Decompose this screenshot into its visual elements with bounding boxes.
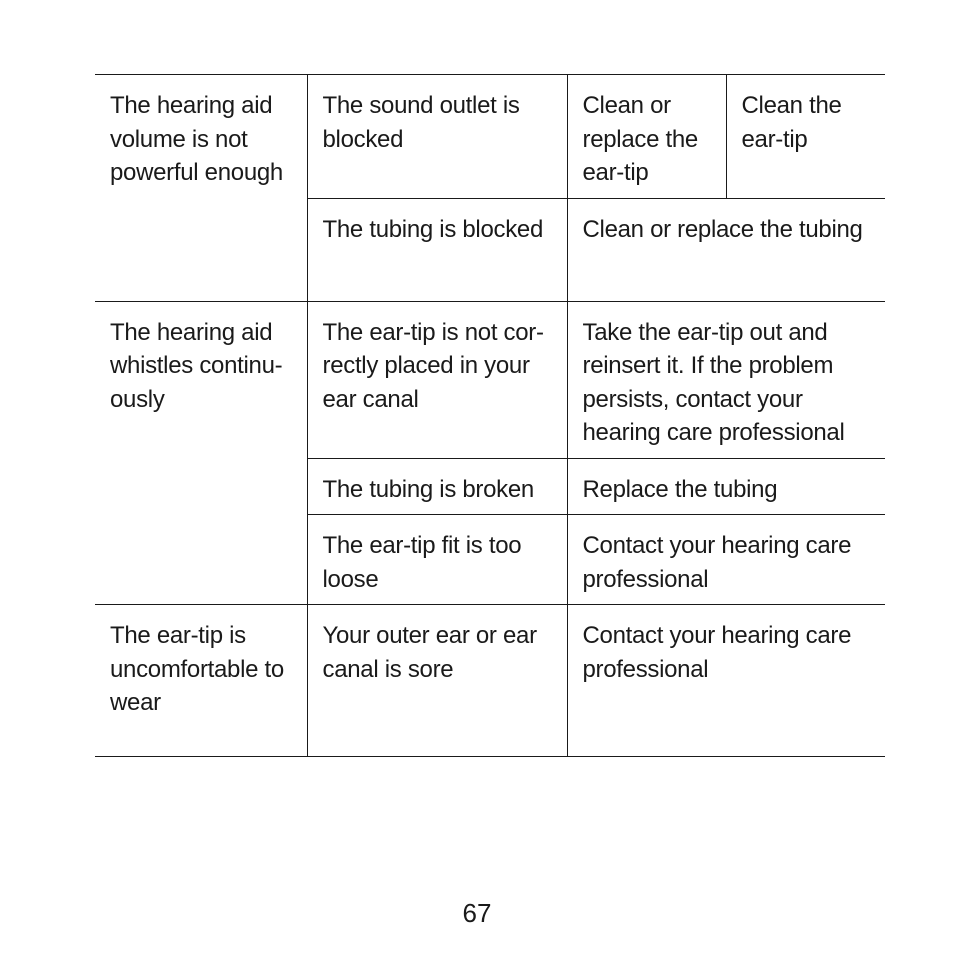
remedy-cell: Replace the tubing — [567, 458, 885, 515]
troubleshooting-table — [95, 74, 885, 757]
remedy-cell: Contact your hearing care professional — [567, 605, 885, 757]
cause-cell: The tubing is blocked — [307, 198, 567, 301]
table-row — [95, 605, 885, 757]
remedy-cell: Clean the ear-tip — [726, 75, 885, 199]
page-number: 67 — [462, 898, 492, 928]
problem-cell: The ear-tip is uncomfortable to wear — [95, 605, 307, 757]
cause-cell: The sound outlet is blocked — [307, 75, 567, 199]
cause-cell: Your outer ear or ear canal is sore — [307, 605, 567, 757]
cause-cell: The ear-tip fit is too loose — [307, 515, 567, 605]
table-row — [95, 301, 885, 458]
remedy-cell: Contact your hearing care professional — [567, 515, 885, 605]
problem-cell: The hearing aid whistles continu- ously — [95, 301, 307, 605]
remedy-cell: Clean or replace the ear-tip — [567, 75, 726, 199]
remedy-cell: Take the ear-tip out and reinsert it. If the problem persists, contact your hearing care professional — [567, 301, 885, 458]
problem-cell: The hearing aid volume is not powerful enough — [95, 75, 307, 302]
cause-cell: The tubing is broken — [307, 458, 567, 515]
cause-cell: The ear-tip is not cor- rectly placed in your ear canal — [307, 301, 567, 458]
table-row — [95, 75, 885, 199]
remedy-cell: Clean or replace the tubing — [567, 198, 885, 301]
